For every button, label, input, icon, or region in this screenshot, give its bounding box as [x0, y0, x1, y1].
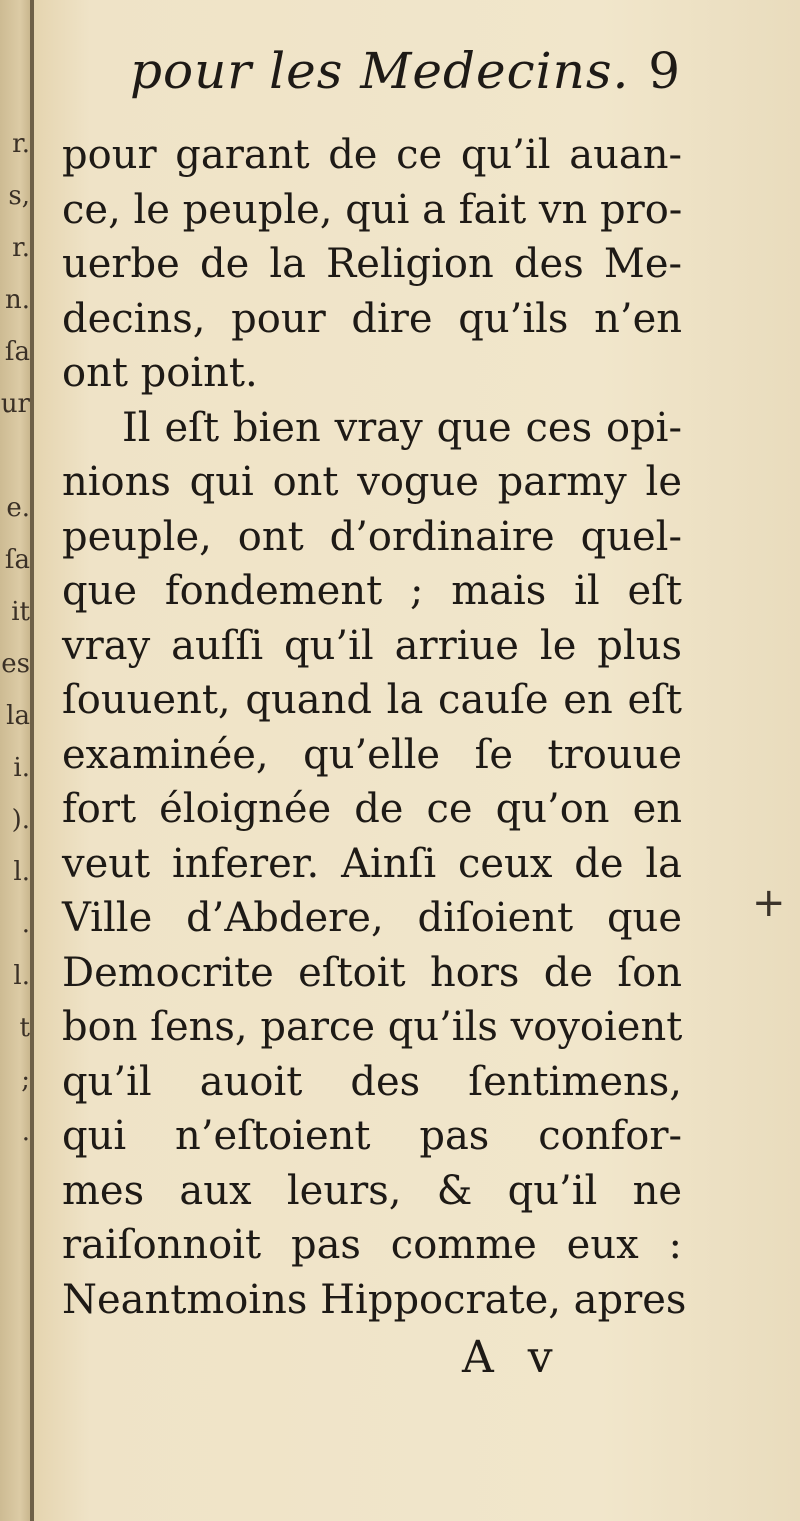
text-line: uerbe de la Religion des Me- [62, 241, 682, 287]
text-line: bon ſens, parce qu’ils voyoient [62, 1004, 683, 1050]
fragment: e. [6, 493, 30, 523]
text-line: Neantmoins Hippocrate, apres [62, 1276, 687, 1323]
text-line: decins, pour dire qu’ils n’en [62, 295, 682, 342]
fragment: t [19, 1013, 30, 1043]
text-line: ont point. [62, 350, 258, 396]
page-header [130, 42, 690, 122]
text-line: que fondement ; mais il eſt [62, 568, 682, 614]
fragment: es [1, 649, 30, 679]
fragment: r. [12, 233, 30, 263]
fragment: r. [12, 129, 30, 159]
text-line: Democrite eſtoit hors de ſon [62, 949, 682, 996]
fragment: ſa [4, 337, 30, 367]
text-line: Il eſt bien vray que ces opi- [122, 404, 682, 451]
text-line: vray auſſi qu’il arriue le plus [62, 622, 682, 669]
fragment: l. [13, 857, 30, 887]
fragment: la [6, 701, 30, 731]
fragment [0, 430, 30, 482]
text-line: nions qui ont vogue parmy le [62, 459, 682, 505]
text-line: qui n’eſtoient pas confor- [62, 1113, 682, 1159]
fragment: ). [11, 805, 30, 835]
text-line: mes aux leurs, & qu’il ne [62, 1167, 682, 1214]
text-line: veut inferer. Ainſi ceux de la [62, 840, 682, 887]
fragment: it [11, 597, 30, 627]
fragment: . [21, 1117, 30, 1147]
fragment: i. [13, 753, 30, 783]
fragment: s, [8, 181, 30, 211]
text-line: fort éloignée de ce qu’on en [62, 786, 682, 832]
fragment: n. [4, 285, 30, 315]
fragment: ſa [4, 545, 30, 575]
text-line: raiſonnoit pas comme eux : [62, 1222, 682, 1268]
fragment: ur [0, 389, 30, 419]
text-line: peuple, ont d’ordinaire quel- [62, 513, 682, 560]
margin-annotation: + [752, 880, 786, 926]
body-text [62, 128, 687, 1327]
signature-mark: A v [462, 1332, 563, 1383]
text-line: Ville d’Abdere, diſoient que [62, 895, 682, 941]
text-line: ce, le peuple, qui a fait vn pro- [62, 186, 683, 233]
facing-page-fragments [0, 118, 30, 1158]
fragment: . [21, 909, 30, 939]
running-title: pour les Medecins. [130, 42, 630, 100]
gutter-edge [30, 0, 34, 1521]
page-number: 9 [648, 42, 680, 100]
fragment: ; [21, 1065, 30, 1095]
fragment: l. [13, 961, 30, 991]
text-line: ſouuent, quand la cauſe en eſt [62, 677, 682, 723]
text-line: qu’il auoit des ſentimens, [62, 1058, 682, 1105]
text-line: pour garant de ce qu’il auan- [62, 132, 682, 178]
text-line: examinée, qu’elle ſe trouue [62, 731, 682, 778]
